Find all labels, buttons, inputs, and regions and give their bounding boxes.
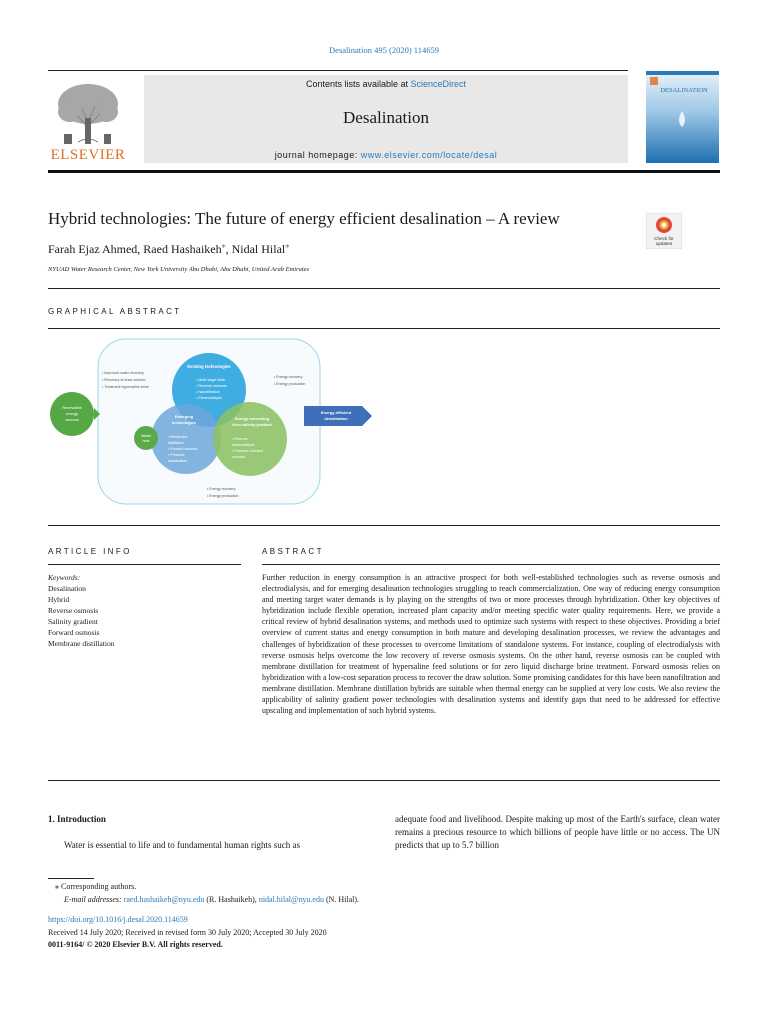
section-rule (48, 288, 720, 289)
harvesting-title: from salinity gradient (232, 422, 272, 427)
introduction-column-2: adequate food and livelihood. Despite making up most of the Earth's surface, clean water remains a precious resource to which billions of people have little or no access. The UN predicts that up to 5.7 billion (395, 814, 720, 850)
harvesting-item: • Pressure retarded (232, 449, 264, 453)
footnotes (48, 881, 359, 906)
section-rule (48, 525, 720, 526)
existing-item: • Nanofiltration (196, 390, 221, 394)
emerging-item: • Forward osmosis (168, 447, 198, 451)
existing-title: Existing technologies (187, 364, 231, 369)
ga-bottom-note: • Energy production (207, 494, 239, 498)
crossmark-line1: Check for (654, 236, 674, 241)
sciencedirect-link[interactable]: ScienceDirect (410, 79, 467, 89)
waste-heat-circle (134, 426, 158, 450)
received-dates: Received 14 July 2020; Received in revised form 30 July 2020; Accepted 30 July 2020 (48, 927, 327, 937)
energy-harvesting-circle (213, 402, 287, 476)
harvesting-item: osmosis (232, 455, 246, 459)
copyright-line: 0011-9164/ © 2020 Elsevier B.V. All rights reserved. (48, 940, 223, 949)
email-name-hilal: (N. Hilal). (323, 894, 360, 904)
contents-line (144, 79, 628, 89)
existing-item: • Multi-stage flash (196, 378, 226, 382)
journal-homepage-link[interactable]: www.elsevier.com/locate/desal (360, 150, 498, 160)
email-label: E-mail addresses: (64, 894, 124, 904)
output-label: Energy-efficient (320, 410, 352, 415)
introduction-heading: 1. Introduction (48, 814, 106, 824)
footnote-rule (48, 878, 94, 879)
journal-citation[interactable]: Desalination 495 (2020) 114659 (329, 45, 439, 55)
existing-item: • Electrodialysis (196, 396, 222, 400)
author-affiliation: NYUAD Water Research Center, New York University Abu Dhabi, Abu Dhabi, United Arab Emirates (48, 266, 310, 273)
graphical-abstract-figure (48, 336, 378, 508)
doi-link[interactable]: https://doi.org/10.1016/j.desal.2020.114659 (48, 915, 188, 924)
cover-title: DESALINATION (660, 87, 708, 94)
emerging-item: distillation (168, 441, 184, 445)
email-name-hashaikeh: (R. Hashaikeh), (204, 894, 259, 904)
crossmark-line2: updates (655, 241, 673, 246)
article-info-rule (48, 564, 241, 565)
email-addresses-line (48, 894, 359, 907)
check-for-updates-icon[interactable] (646, 213, 682, 249)
ga-left-note: • Treatment hypersaline brine (102, 385, 149, 389)
author-list (48, 241, 289, 257)
publication-info (48, 914, 327, 952)
keyword: Desalination (48, 584, 86, 593)
ga-right-note: • Energy recovery (274, 375, 303, 379)
keyword: Salinity gradient (48, 617, 98, 626)
author-star-1[interactable]: ⁎ (221, 241, 226, 250)
authors-part1: Farah Ejaz Ahmed, Raed Hashaikeh (48, 242, 222, 256)
email-link-hilal[interactable]: nidal.hilal@nyu.edu (258, 894, 324, 904)
emerging-item: • Pressure (168, 453, 185, 457)
keyword: Forward osmosis (48, 628, 100, 637)
renewable-label: sources (65, 417, 79, 422)
section-rule (48, 780, 720, 781)
renewable-label: energy (66, 411, 78, 416)
keywords-label: Keywords: (48, 573, 81, 582)
keyword: Reverse osmosis (48, 606, 99, 615)
harvesting-item: • Reverse (232, 437, 248, 441)
harvesting-item: electrodialysis (232, 443, 255, 447)
journal-cover-image (646, 71, 719, 163)
homepage-prefix: journal homepage: (274, 150, 361, 160)
journal-homepage-line (144, 150, 628, 160)
ga-left-note: • Recovery of draw solution (102, 378, 146, 382)
header-rule (48, 70, 628, 71)
author-star-2[interactable]: ⁎ (285, 241, 290, 250)
keyword: Hybrid (48, 595, 70, 604)
renewable-label: Renewable (62, 405, 82, 410)
waste-heat-label: Waste (140, 434, 152, 438)
output-label: desalination (324, 416, 348, 421)
section-rule (48, 328, 720, 329)
emerging-item: desalination (168, 459, 188, 463)
emerging-title: technologies (172, 420, 196, 425)
ga-bottom-note: • Energy recovery (207, 487, 236, 491)
header-thick-rule (48, 170, 720, 173)
authors-part2: , Nidal Hilal (225, 242, 286, 256)
ga-left-note: • Improved water recovery (102, 371, 144, 375)
emerging-item: • Membrane (168, 435, 188, 439)
graphical-abstract-heading: GRAPHICAL ABSTRACT (48, 307, 182, 316)
abstract-text: Further reduction in energy consumption is an attractive prospect for both well-established technologies such as reverse osmosis and electrodialysis, and for emerging desalination technologies struggling to reach commercialization. One way of reducing energy consumption and meeting target water demands is by playing on the strengths of two or more processes through hybridization. Other key objectives of hybridization include flexible operation, increased plant capacity and/or meeting specific water quality requirements. Here, we provide a critical review of hybrid desalination systems, and methods used to optimize such systems with respect to these objectives. Providing a brief overview of current status and energy consumption in both mature and developing desalination processes, we review the advantages and challenges of hybridization of these processes to overcome limitations of standalone systems. For instance, coupling of electrodialysis with reverse osmosis helps overcome the low recovery of reverse osmosis systems. On the other hand, reverse osmosis can be coupled with membrane distillation for treatment of hypersaline feed solutions or for zero liquid discharge brine treatment. Forward osmosis relies on hybridization with a low-cost separation process to recover the draw solution. Some promising candidates for this have been nanofiltration and membrane distillation. Membrane distillation hybrids are suitable when thermal energy can be supplied at very low costs. We also review the applicability of salinity gradient power technologies with desalination systems and identify gaps that need to be addressed for effective upscaling and implementation of such hybrid systems. (262, 573, 720, 716)
existing-item: • Reverse osmosis (196, 384, 227, 388)
waste-heat-label: heat (142, 439, 150, 443)
corresponding-authors-note: ⁎ Corresponding authors. (55, 882, 137, 891)
keyword: Membrane distillation (48, 639, 115, 648)
journal-name: Desalination (343, 108, 429, 127)
harvesting-title: Energy harvesting (235, 416, 269, 421)
paper-title: Hybrid technologies: The future of energy efficient desalination – A review (48, 209, 560, 228)
elsevier-wordmark: ELSEVIER (50, 147, 126, 163)
abstract-heading: ABSTRACT (262, 547, 324, 556)
ga-right-note: • Energy production (274, 382, 306, 386)
article-info-heading: ARTICLE INFO (48, 547, 132, 556)
keywords-block (48, 572, 114, 649)
emerging-title: Emerging (175, 414, 193, 419)
abstract-rule (262, 564, 720, 565)
contents-prefix: Contents lists available at (305, 79, 411, 89)
email-link-hashaikeh[interactable]: raed.hashaikeh@nyu.edu (123, 894, 205, 904)
introduction-column-1: Water is essential to life and to fundamental human rights such as (64, 840, 300, 850)
